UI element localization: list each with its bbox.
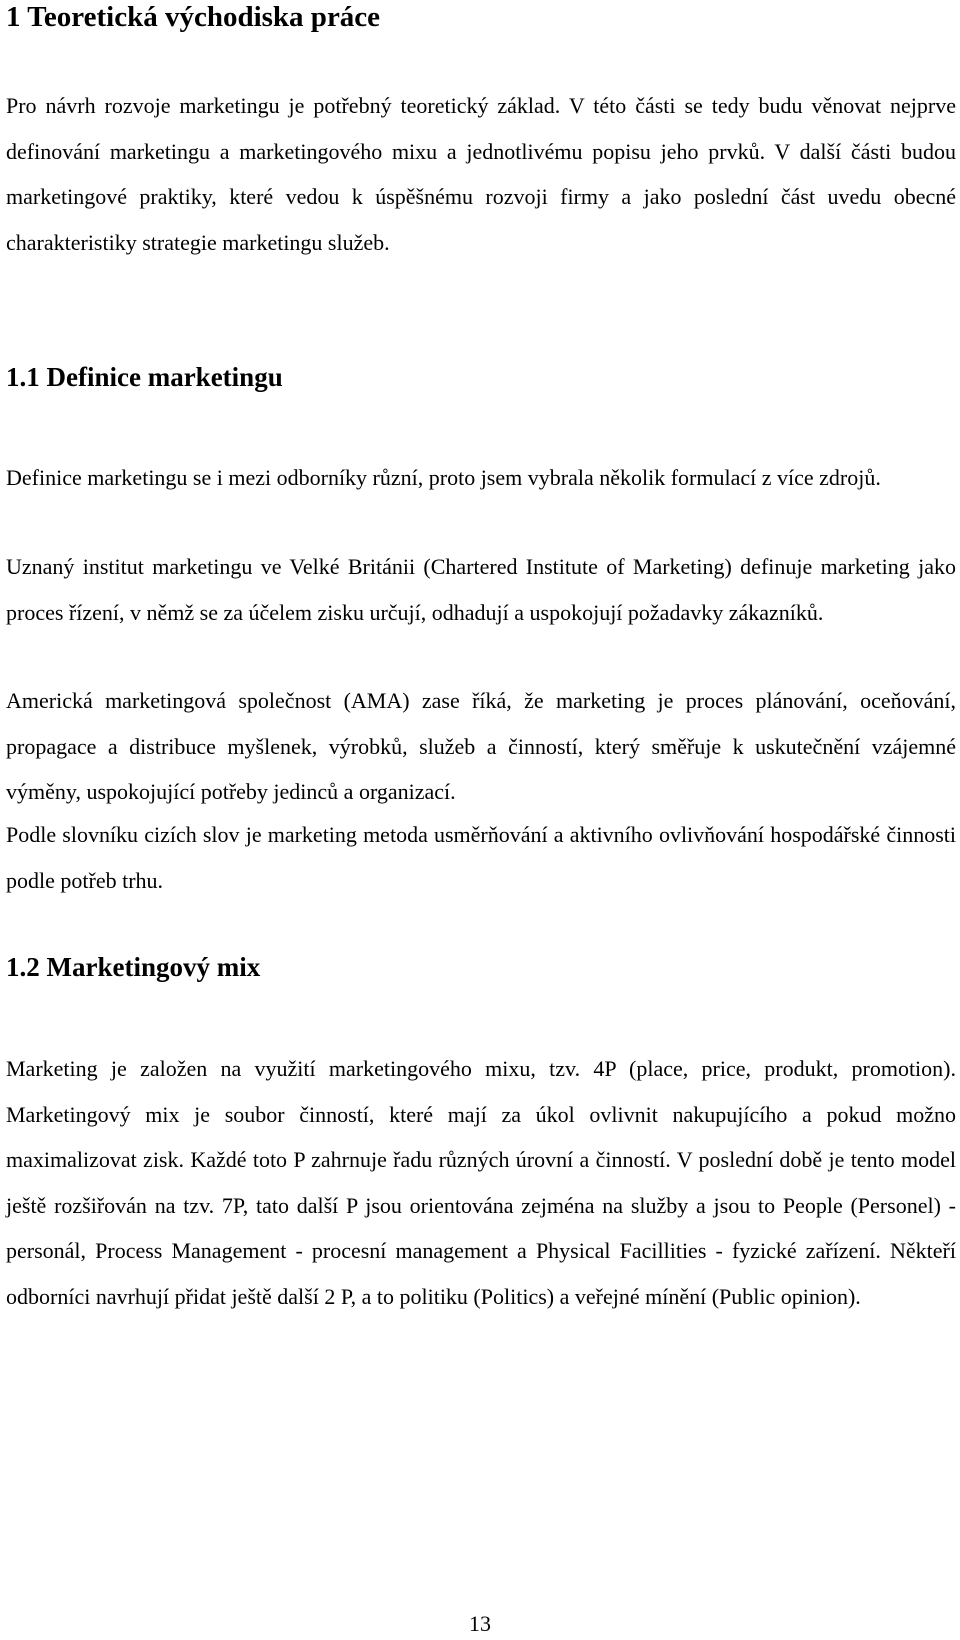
- intro-paragraph: Pro návrh rozvoje marketingu je potřebný teoretický základ. V této části se tedy budu věnovat nejprve definování marketingu a marketingového mixu a jednotlivému popisu jeho prvků. V další části budou marketingové praktiky, které vedou k úspěšnému rozvoji firmy a jako poslední část uvedu obecné charakteristiky strategie marketingu služeb.: [6, 93, 956, 255]
- section-1-1-paragraph-2: Uznaný institut marketingu ve Velké Británii (Chartered Institute of Marketing) definuje marketing jako proces řízení, v němž se za účelem zisku určují, odhadují a uspokojují požadavky zákazníků.: [6, 554, 956, 625]
- chapter-title: 1 Teoretická východiska práce: [6, 1, 381, 33]
- page-number: 13: [469, 1611, 491, 1636]
- section-1-1-title: 1.1 Definice marketingu: [6, 362, 283, 392]
- section-1-2-paragraph: Marketing je založen na využití marketingového mixu, tzv. 4P (place, price, produkt, promotion). Marketingový mix je soubor činností, které mají za úkol ovlivnit nakupujícího a pokud možno maximalizovat zisk. Každé toto P zahrnuje řadu různých úrovní a činností. V poslední době je tento model ještě rozšiřován na tzv. 7P, tato další P jsou orientována zejména na služby a jsou to People (Personel) - personál, Process Management - procesní management a Physical Facillities - fyzické zařízení. Někteří odborníci navrhují přidat ještě další 2 P, a to politiku (Politics) a veřejné mínění (Public opinion).: [6, 1056, 956, 1309]
- section-1-1-paragraph-3: Americká marketingová společnost (AMA) zase říká, že marketing je proces plánování, oceňování, propagace a distribuce myšlenek, výrobků, služeb a činností, který směřuje k uskutečnění vzájemné výměny, uspokojující potřeby jedinců a organizací.: [6, 688, 956, 804]
- section-1-2-title: 1.2 Marketingový mix: [6, 952, 261, 982]
- section-1-1-paragraph-4: Podle slovníku cizích slov je marketing metoda usměrňování a aktivního ovlivňování hospodářské činnosti podle potřeb trhu.: [6, 822, 956, 893]
- section-1-1-paragraph-1: Definice marketingu se i mezi odborníky různí, proto jsem vybrala několik formulací z více zdrojů.: [6, 465, 881, 490]
